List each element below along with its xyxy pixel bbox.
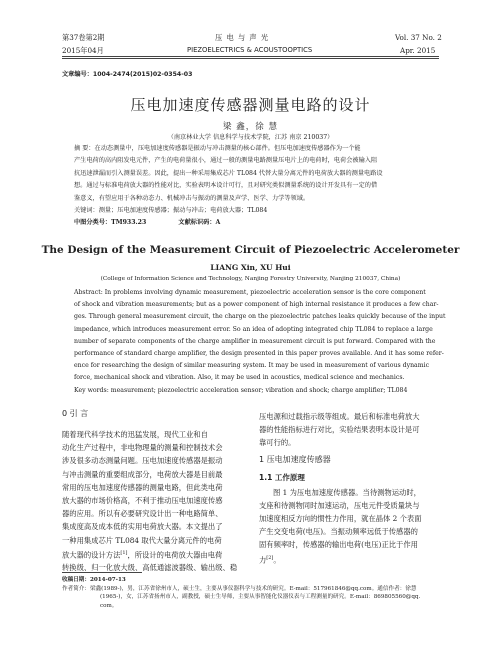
body-line: 靠可行的。: [259, 438, 296, 448]
affiliation-cn: （南京林业大学 信息科学与技术学院，江苏 南京 210037）: [167, 134, 334, 141]
volume-label: Vol. 37 No. 2: [395, 33, 442, 42]
clc-number: 中图分类号：TM933.23: [74, 219, 147, 227]
body-line: 转换级、归一化放大级、高低通滤波器级、输出级、稳: [62, 563, 238, 573]
body-line: 动化生产过程中，非电物理量的测量和控制技术会: [62, 443, 223, 453]
header-divider: [62, 56, 439, 57]
keywords-en: Key words: measurement; piezoelectric acceleration sensor; vibration and shock; charge amplifier; TL084: [74, 386, 408, 394]
body-line: 产生交变电荷(电压)。当振动频率远低于传感器的: [259, 527, 418, 537]
abstract-en-line: ges. Through general measurement circuit, the charge on the piezoelectric patches leaks quickly because of the input: [74, 313, 446, 321]
abstract-en-line: impedance, which introduces measurement error. So an idea of adopting integrated chip TL084 to replace a large: [74, 325, 433, 333]
body-line: 器的应用。所以有必要研究设计出一种电路简单、: [62, 509, 223, 519]
abstract-en-line: performance of standard charge amplifier, the design presented in this paper proves available. And it has some refer-: [74, 349, 444, 357]
body-line: 随着现代科学技术的迅猛发展，现代工业和自: [62, 430, 208, 439]
document-code: 文献标识码：A: [178, 219, 221, 227]
paper-title-cn: 压电加速度传感器测量电路的设计: [130, 96, 371, 114]
section-heading-introduction: 0 引 言: [62, 409, 89, 418]
body-line: 与冲击测量的重要组成部分，电荷放大器是目前最: [62, 469, 223, 479]
authors-cn: 梁 鑫，徐 慧: [223, 122, 278, 132]
abstract-cn-line: 想。通过与标准电荷放大器的性能对比，实验表明本设计可行，且对研究类似测量系统的设计开发具有一定的借: [74, 182, 378, 190]
article-number: 文章编号：1004-2474(2015)02-0354-03: [62, 71, 193, 78]
body-text: 。: [273, 555, 281, 565]
citation-ref-2[interactable]: [2]: [266, 554, 274, 561]
body-line: 常用的压电加速度传感器的测量电路，但此类电荷: [62, 482, 223, 492]
body-line-with-ref: [62, 547, 250, 562]
body-line: 集成度高及成本低的实用电荷放大器。本文提出了: [62, 522, 223, 532]
body-line: 器的性能指标进行对比，实验结果表明本设计是可: [259, 425, 420, 435]
abstract-cn: [74, 144, 434, 231]
left-column: [62, 408, 250, 575]
body-line: 涉及很多动态测量问题。压电加速度传感器是振动: [62, 456, 223, 466]
body-line: 支座和待测物同时加速运动，压电元件受质量块与: [259, 500, 420, 510]
body-text: 放大器的设计方法: [62, 550, 121, 560]
issue-label: 第37卷第2期: [62, 33, 105, 42]
abstract-cn-line: 产生电荷的高内阻发电元件，产生的电荷量很小，通过一般的测量电路测量压电片上的电荷时，电荷会被输入阻: [74, 157, 378, 165]
body-line: 加速度相反方向的惯性力作用，就在晶体 2 个表面: [259, 514, 422, 524]
footnote-divider: [62, 572, 142, 573]
date-label-en: Apr. 2015: [400, 46, 436, 55]
abstract-cn-line: 鉴意义，有望应用于各种动态力、机械冲击与振动的测量及声学、医学、力学等领域。: [74, 194, 310, 202]
abstract-cn-line: 摘 要：在动态测量中，压电加速度传感器是振动与冲击测量的核心部件。但压电加速度传感器作为一个能: [74, 145, 361, 152]
body-line: 压电源和过载指示级等组成。最后和标准电荷放大: [259, 412, 420, 421]
subsection-heading-principle: 1.1 工作原理: [259, 472, 305, 482]
author-bio-line: com。: [100, 602, 118, 609]
keywords-cn: 关键词：测量；压电加速度传感器；振动与冲击；电荷放大器；TL084: [74, 206, 268, 214]
abstract-cn-line: 抗迅速泄漏而引入测量误差。因此，提出一种采用集成芯片 TL084 代替大量分离元件的电荷放大器的测量电路设: [74, 169, 383, 177]
abstract-en: [74, 289, 444, 399]
body-text: ，所设计的电荷放大器由电荷: [127, 550, 223, 560]
body-line-with-ref: [259, 552, 447, 567]
paper-title-en: The Design of the Measurement Circuit of Piezoelectric Accelerometer: [41, 244, 460, 256]
date-label-cn: 2015年04月: [62, 46, 104, 55]
citation-ref-1[interactable]: [1]: [120, 549, 128, 556]
header-divider-thin: [62, 58, 439, 59]
author-bio-line: (1965-)，女，江苏省扬州市人，副教授，硕士生导师，主要从事智能化仪器仪表与工程测量的研究。E-mail：869805560@qq.: [100, 594, 421, 601]
author-bio-line: 作者简介：梁鑫(1989-)，男，江苏省徐州市人，硕士生，主要从事仪器科学与技术的研究。E-mail：517961846@qq.com。通信作者：徐慧: [62, 585, 417, 592]
abstract-en-line: of shock and vibration measurements; but as a power component of high internal resistance it produces a few char-: [74, 301, 439, 309]
body-line: 图 1 为压电加速度传感器。当待测物运动时，: [273, 487, 421, 497]
journal-name-en: PIEZOELECTRICS & ACOUSTOOPTICS: [187, 46, 313, 54]
abstract-en-line: force, mechanical shock and vibration. Also, it may be used in acoustics, medical science and mechanics.: [74, 374, 405, 382]
affiliation-en: (College of Information Science and Technology, Nanjing Forestry University, Nanjing 210037, China): [100, 276, 401, 282]
body-line: 一种用集成芯片 TL084 取代大量分离元件的电荷: [62, 535, 222, 545]
right-column: [259, 410, 447, 566]
authors-en: LIANG Xin, XU Hui: [210, 263, 291, 272]
footnotes: [62, 576, 442, 610]
body-line: 放大器的市场价格高，不利于推动压电加速度传感: [62, 496, 223, 506]
abstract-en-line: ence for researching the design of similar measuring system. It may be used in measurement of various dynamic: [74, 362, 430, 370]
abstract-en-line: Abstract: In problems involving dynamic measurement, piezoelectric acceleration sensor is the core component: [74, 289, 426, 296]
received-date: 收稿日期：2014-07-13: [62, 577, 126, 583]
body-text: 力: [259, 555, 267, 565]
body-line: 固有频率时，传感器的输出电荷(电压)正比于作用: [259, 540, 418, 550]
journal-name-cn: 压 电 与 声 光: [215, 33, 270, 42]
section-heading-sensor: 1 压电加速度传感器: [259, 454, 331, 464]
abstract-en-line: number of separate components of the charge amplifier in measurement circuit is put forward. Compared with the: [74, 337, 436, 345]
